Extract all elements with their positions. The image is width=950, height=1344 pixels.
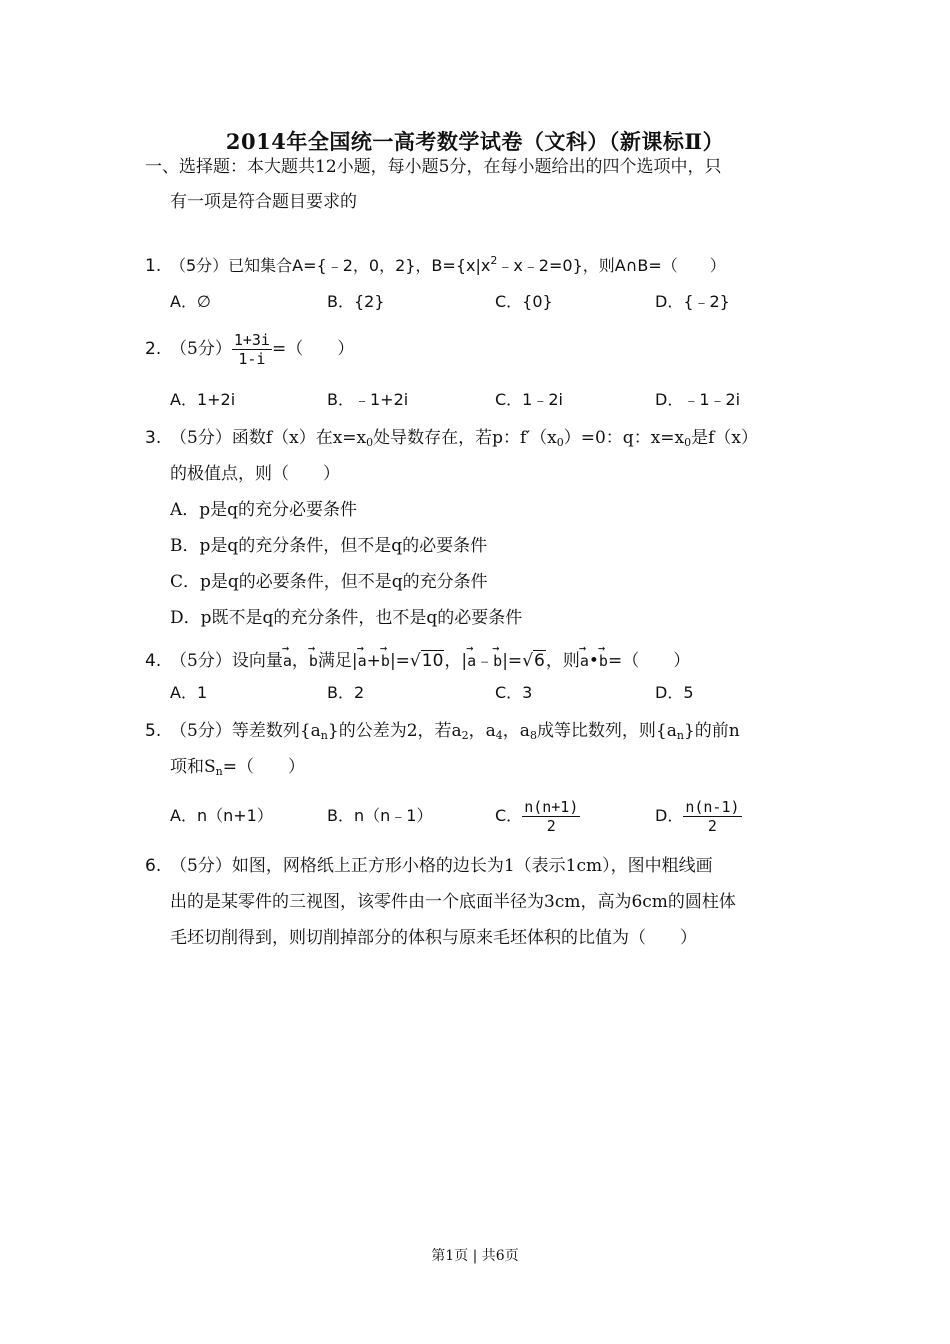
question-text: （5分）已知集合A={﹣2，0，2}，$B=\{x|x^2﹣x﹣2=0\}$，则A∩B=（ ） (170, 254, 726, 275)
fraction: $\frac{1+3i}{1-i}$ (233, 331, 270, 368)
option-a: A．∅ (170, 292, 211, 311)
question-text: （5分）函数f（x）在$x=x_0$处导数存在，若p：$f'(x_0)=0$：q：$x=x_0$是f（x） (170, 428, 759, 449)
vector-a: → a (283, 639, 292, 679)
option-b: B．p是q的充分条件，但不是q的必要条件 (170, 536, 488, 556)
sqrt-10: √10 (409, 651, 444, 671)
question-4 (145, 639, 815, 711)
section-heading-line1: 一、选择题：本大题共12小题，每小题5分，在每小题给出的四个选项中，只 (145, 157, 722, 177)
question-3 (145, 420, 815, 636)
question-number: 5. (145, 721, 162, 741)
option-b: B．{2} (327, 292, 385, 311)
option-d: D．5 (655, 683, 694, 702)
option-c: C． $\frac{n(n+1)}{2}$ (495, 798, 579, 835)
option-c: C．3 (495, 683, 533, 702)
option-a: A．p是q的充分必要条件 (170, 500, 358, 520)
section-heading (145, 150, 815, 220)
sqrt-6: √6 (522, 651, 545, 671)
section-heading-line2: 有一项是符合题目要求的 (170, 192, 357, 212)
option-d: D．﹣1﹣2i (655, 390, 741, 409)
question-number: 1. (145, 256, 162, 276)
option-b: B．2 (327, 683, 365, 702)
question-number: 2. (145, 339, 162, 359)
question-text-cont: 出的是某零件的三视图，该零件由一个底面半径为3cm，高为6cm的圆柱体 (170, 892, 736, 912)
options (145, 675, 815, 711)
question-text: （5分）等差数列$\{a_n\}$的公差为2，若$a_2$，$a_4$，$a_8$成等比数列，则$\{a_n\}$的前n (170, 721, 740, 742)
question-number: 3. (145, 428, 162, 448)
options (145, 382, 815, 418)
option-a: A．n（n+1） (170, 806, 273, 825)
question-number: 6. (145, 856, 162, 876)
question-2 (145, 327, 815, 418)
exam-title: 2014年全国统一高考数学试卷（文科）（新课标Ⅱ） (225, 129, 725, 154)
question-number: 4. (145, 651, 162, 671)
option-c: C．{0} (495, 292, 553, 311)
question-text-cont: 毛坯切削得到，则切削掉部分的体积与原来毛坯体积的比值为（ ） (170, 928, 697, 948)
question-5 (145, 713, 815, 839)
option-b: B．﹣1+2i (327, 390, 409, 409)
question-1 (145, 248, 815, 320)
option-d: D．{﹣2} (655, 292, 730, 311)
option-a: A．1 (170, 683, 208, 702)
vector-b: → b (309, 639, 318, 679)
question-text: （5分）如图，网格纸上正方形小格的边长为1（表示1cm），图中粗线画 (170, 856, 713, 876)
option-b: B．n（n﹣1） (327, 806, 433, 825)
option-a: A．1+2i (170, 390, 236, 409)
options (145, 793, 815, 839)
option-c: C．1﹣2i (495, 390, 563, 409)
question-text-cont: 项和$S_n=$（ ） (170, 757, 305, 778)
question-text: （5分）设向量→ a，→ b满足|→ a+→ b|=√10，|→ a﹣→ b|=√6，则→ a•→ b=（ ） (170, 651, 690, 671)
question-6 (145, 848, 815, 956)
question-text: （5分） $\frac{1+3i}{1-i}$ =（ ） (170, 331, 355, 368)
option-c: C．p是q的必要条件，但不是q的充分条件 (170, 572, 488, 592)
page-footer: 第1页 | 共6页 (431, 1248, 519, 1264)
option-d: D．p既不是q的充分条件，也不是q的必要条件 (170, 608, 523, 628)
question-text-cont: 的极值点，则（ ） (170, 464, 340, 484)
option-d: D． $\frac{n(n-1)}{2}$ (655, 798, 740, 835)
options (145, 284, 815, 320)
